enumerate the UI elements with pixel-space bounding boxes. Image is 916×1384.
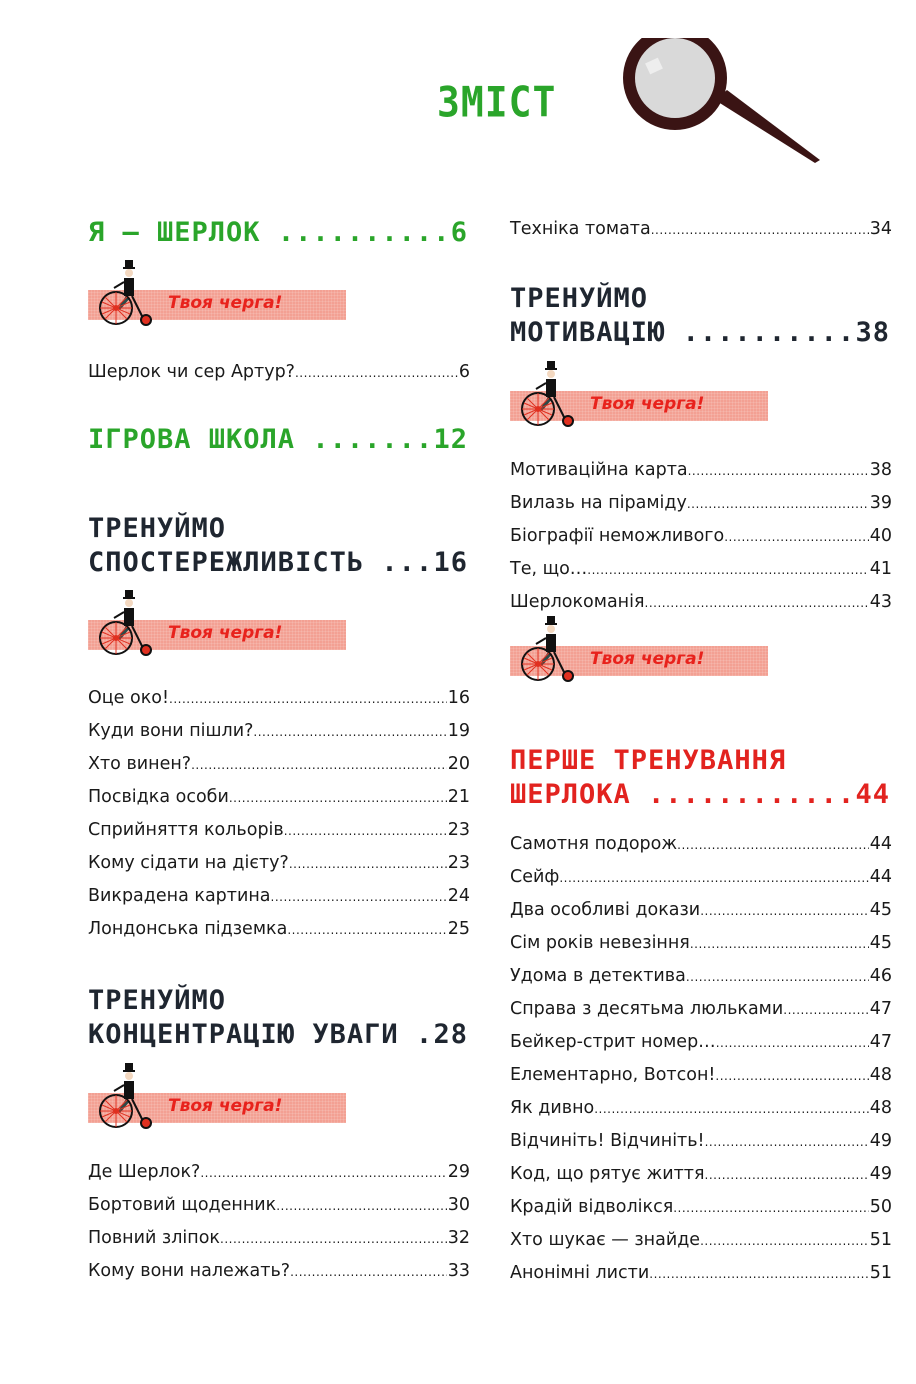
entry-title: Кому вони належать?	[88, 1261, 291, 1281]
entry-title: Сприйняття кольорів	[88, 820, 284, 840]
penny-farthing-icon	[96, 1063, 156, 1131]
toc-entry[interactable]	[510, 1164, 892, 1197]
section-page: 38	[855, 317, 890, 348]
section-title-line2: СПОСТЕРЕЖЛИВІСТЬ .....	[88, 546, 433, 580]
entry-page: 51	[869, 1263, 892, 1283]
entry-title: Бортовий щоденник	[88, 1195, 277, 1215]
leader-dots	[724, 530, 869, 544]
penny-farthing-icon	[518, 361, 578, 429]
entry-title: Викрадена картина	[88, 886, 271, 906]
entry-list	[88, 688, 470, 952]
entry-page: 29	[447, 1162, 470, 1182]
entry-list	[88, 1162, 470, 1294]
leader-dots	[705, 1135, 869, 1149]
entry-page: 30	[447, 1195, 470, 1215]
leader-dots	[705, 1168, 869, 1182]
leader-dots	[677, 838, 869, 852]
toc-entry[interactable]	[510, 834, 892, 867]
leader-dots	[649, 1267, 868, 1281]
entry-page: 16	[447, 688, 470, 708]
entry-title: Шерлок чи сер Артур?	[88, 362, 295, 382]
your-turn-banner	[88, 290, 346, 320]
entry-title: Техніка томата	[510, 219, 651, 239]
toc-entry[interactable]	[88, 688, 470, 721]
entry-title: Справа з десятьма люльками	[510, 999, 784, 1019]
section-title: Я — ШЕРЛОК .....	[88, 216, 451, 250]
entry-page: 46	[869, 966, 892, 986]
leader-dots	[690, 937, 869, 951]
entry-list	[510, 834, 892, 1296]
magnifying-glass-icon	[615, 38, 825, 168]
your-turn-banner	[510, 646, 768, 676]
toc-entry[interactable]	[88, 853, 470, 886]
section-page: 6	[450, 217, 468, 248]
entry-page: 47	[869, 1032, 892, 1052]
entry-page: 48	[869, 1098, 892, 1118]
leader-dots	[290, 1265, 447, 1279]
toc-entry[interactable]	[510, 526, 892, 559]
entry-title: Біографії неможливого	[510, 526, 725, 546]
entry-title: Те, що…	[510, 559, 588, 579]
leader-dots	[200, 1166, 446, 1180]
entry-title: Бейкер-стрит номер…	[510, 1032, 716, 1052]
section-title-line1: ТРЕНУЙМО	[88, 513, 227, 544]
leader-dots	[715, 1069, 868, 1083]
entry-title: Анонімні листи	[510, 1263, 650, 1283]
leader-dots	[594, 1102, 868, 1116]
entry-title: Самотня подорож	[510, 834, 678, 854]
section-page: 12	[433, 424, 468, 455]
entry-title: Сейф	[510, 867, 560, 887]
entry-page: 33	[447, 1261, 470, 1281]
leader-dots	[645, 596, 869, 610]
section-title: ІГРОВА ШКОЛА .....	[88, 423, 433, 457]
toc-entry[interactable]	[88, 919, 470, 952]
leader-dots	[587, 563, 868, 577]
toc-entry[interactable]	[510, 1032, 892, 1065]
entry-page: 41	[869, 559, 892, 579]
leader-dots	[295, 366, 458, 380]
leader-dots	[284, 824, 447, 838]
toc-entry[interactable]	[510, 460, 892, 493]
entry-title: Оце око!	[88, 688, 170, 708]
section-heading[interactable]	[88, 216, 468, 250]
entry-page: 45	[869, 933, 892, 953]
entry-title: Куди вони пішли?	[88, 721, 254, 741]
toc-entry[interactable]	[88, 787, 470, 820]
leader-dots	[276, 1199, 446, 1213]
toc-entry[interactable]	[510, 1065, 892, 1098]
entry-title: Як дивно	[510, 1098, 595, 1118]
entry-title: Два особливі докази	[510, 900, 701, 920]
entry-title: Елементарно, Вотсон!	[510, 1065, 716, 1085]
entry-page: 25	[447, 919, 470, 939]
entry-page: 43	[869, 592, 892, 612]
your-turn-label: Твоя черга!	[590, 649, 705, 669]
entry-page: 44	[869, 834, 892, 854]
section-title-line2: МОТИВАЦІЮ .....	[510, 316, 855, 350]
leader-dots	[651, 223, 869, 237]
leader-dots	[287, 923, 446, 937]
section-title-line1: ТРЕНУЙМО	[88, 985, 227, 1016]
toc-entry[interactable]	[510, 966, 892, 999]
entry-title: Лондонська підземка	[88, 919, 288, 939]
entry-title: Шерлокоманія	[510, 592, 645, 612]
entry-page: 49	[869, 1164, 892, 1184]
entry-page: 34	[869, 219, 892, 239]
section-page: 44	[855, 779, 890, 810]
entry-page: 51	[869, 1230, 892, 1250]
your-turn-banner	[510, 391, 768, 421]
section-page: 16	[433, 547, 468, 578]
toc-entry[interactable]	[510, 1098, 892, 1131]
entry-page: 47	[869, 999, 892, 1019]
entry-title: Сім років невезіння	[510, 933, 690, 953]
entry-list	[88, 362, 470, 395]
section-heading[interactable]	[88, 423, 468, 457]
entry-list	[510, 219, 892, 252]
entry-title: Хто винен?	[88, 754, 192, 774]
entry-title: Код, що рятує життя	[510, 1164, 705, 1184]
section-title-line2: ШЕРЛОКА .....	[510, 778, 855, 812]
toc-entry[interactable]	[510, 219, 892, 252]
entry-title: Кому сідати на дієту?	[88, 853, 289, 873]
toc-entry[interactable]	[88, 362, 470, 395]
leader-dots	[673, 1201, 869, 1215]
entry-title: Крадій відволікся	[510, 1197, 674, 1217]
section-heading[interactable]	[88, 512, 468, 580]
toc-entry[interactable]	[88, 820, 470, 853]
entry-page: 21	[447, 787, 470, 807]
toc-entry[interactable]	[510, 1230, 892, 1263]
your-turn-banner	[88, 1093, 346, 1123]
leader-dots	[289, 857, 447, 871]
entry-page: 19	[447, 721, 470, 741]
entry-title: Хто шукає — знайде	[510, 1230, 701, 1250]
toc-entry[interactable]	[510, 933, 892, 966]
leader-dots	[700, 1234, 869, 1248]
leader-dots	[559, 871, 868, 885]
entry-title: Вилазь на піраміду	[510, 493, 687, 513]
entry-page: 20	[447, 754, 470, 774]
entry-page: 48	[869, 1065, 892, 1085]
entry-page: 40	[869, 526, 892, 546]
section-heading[interactable]	[88, 984, 468, 1052]
toc-entry[interactable]	[88, 1261, 470, 1294]
entry-page: 49	[869, 1131, 892, 1151]
section-heading[interactable]	[510, 744, 890, 812]
leader-dots	[688, 464, 869, 478]
penny-farthing-icon	[96, 260, 156, 328]
entry-page: 38	[869, 460, 892, 480]
toc-entry[interactable]	[510, 900, 892, 933]
section-title-line2: КОНЦЕНТРАЦІЮ УВАГИ .....	[88, 1018, 433, 1052]
toc-entry[interactable]	[510, 867, 892, 900]
your-turn-label: Твоя черга!	[590, 394, 705, 414]
section-title-line1: ПЕРШЕ ТРЕНУВАННЯ	[510, 745, 787, 776]
toc-entry[interactable]	[88, 1195, 470, 1228]
entry-title: Мотиваційна карта	[510, 460, 688, 480]
your-turn-label: Твоя черга!	[168, 623, 283, 643]
entry-title: Відчиніть! Відчиніть!	[510, 1131, 705, 1151]
leader-dots	[687, 497, 869, 511]
entry-page: 39	[869, 493, 892, 513]
toc-entry[interactable]	[88, 1228, 470, 1261]
entry-list	[510, 460, 892, 625]
section-page: 28	[433, 1019, 468, 1050]
entry-title: Удома в детектива	[510, 966, 686, 986]
leader-dots	[716, 1036, 869, 1050]
leader-dots	[253, 725, 446, 739]
leader-dots	[783, 1003, 868, 1017]
entry-page: 45	[869, 900, 892, 920]
section-title-line1: ТРЕНУЙМО	[510, 283, 649, 314]
section-heading[interactable]	[510, 282, 890, 350]
entry-title: Повний зліпок	[88, 1228, 221, 1248]
leader-dots	[220, 1232, 447, 1246]
entry-page: 50	[869, 1197, 892, 1217]
leader-dots	[229, 791, 447, 805]
leader-dots	[169, 692, 447, 706]
toc-entry[interactable]	[510, 1131, 892, 1164]
leader-dots	[271, 890, 447, 904]
toc-entry[interactable]	[88, 754, 470, 787]
entry-page: 24	[447, 886, 470, 906]
your-turn-label: Твоя черга!	[168, 1096, 283, 1116]
leader-dots	[700, 904, 869, 918]
entry-title: Де Шерлок?	[88, 1162, 201, 1182]
entry-page: 44	[869, 867, 892, 887]
your-turn-label: Твоя черга!	[168, 293, 283, 313]
toc-entry[interactable]	[510, 1197, 892, 1230]
toc-entry[interactable]	[510, 559, 892, 592]
toc-entry[interactable]	[510, 1263, 892, 1296]
toc-entry[interactable]	[510, 493, 892, 526]
leader-dots	[686, 970, 869, 984]
toc-entry[interactable]	[88, 1162, 470, 1195]
entry-page: 23	[447, 853, 470, 873]
entry-page: 23	[447, 820, 470, 840]
toc-entry[interactable]	[88, 886, 470, 919]
penny-farthing-icon	[518, 616, 578, 684]
entry-title: Посвідка особи	[88, 787, 229, 807]
page-title: ЗМІСТ	[437, 77, 557, 127]
leader-dots	[191, 758, 447, 772]
toc-entry[interactable]	[88, 721, 470, 754]
entry-page: 6	[458, 362, 470, 382]
your-turn-banner	[88, 620, 346, 650]
toc-entry[interactable]	[510, 999, 892, 1032]
entry-page: 32	[447, 1228, 470, 1248]
penny-farthing-icon	[96, 590, 156, 658]
